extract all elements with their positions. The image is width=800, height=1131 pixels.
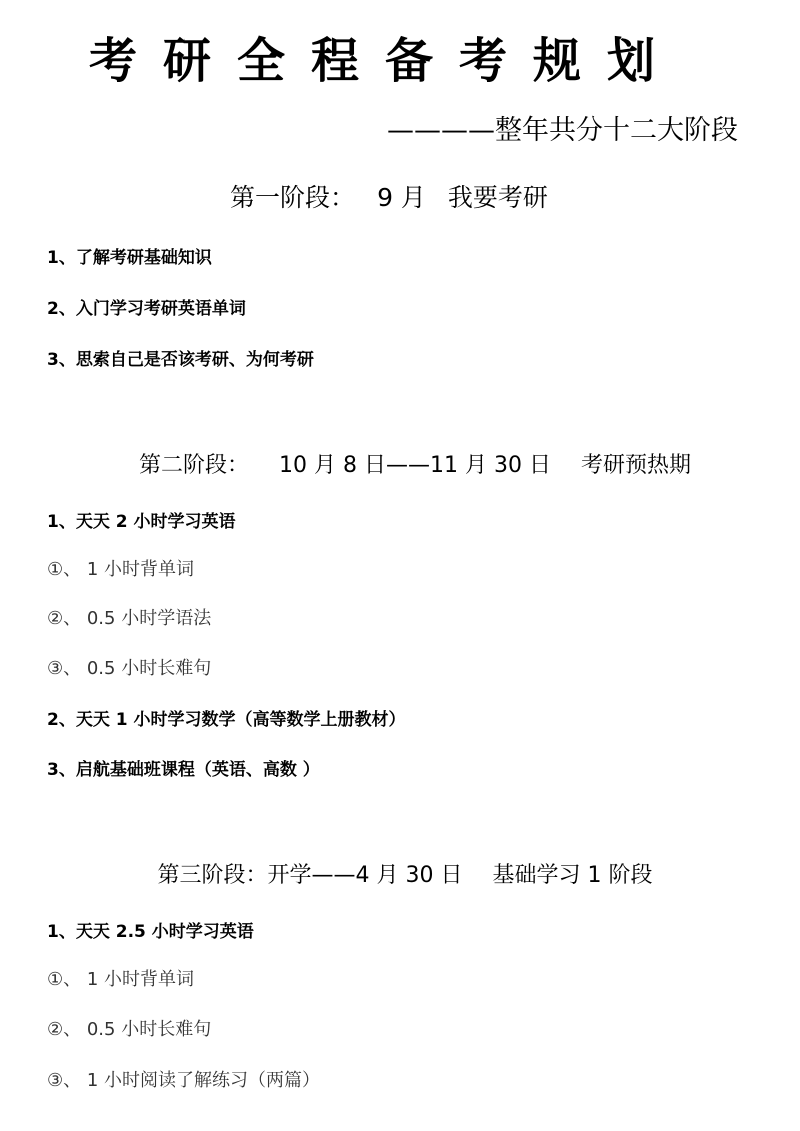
page-title: 考研全程备考规划 bbox=[88, 33, 681, 89]
stage-1-item: 3、思索自己是否该考研、为何考研 bbox=[47, 350, 314, 370]
stage-2-period: 10 月 8 日——11 月 30 日 bbox=[279, 453, 551, 478]
stage-3-subitem: ③、 1 小时阅读了解练习（两篇） bbox=[47, 1070, 321, 1091]
stage-2-item: 1、天天 2 小时学习英语 bbox=[47, 512, 236, 532]
stage-1-heading bbox=[0, 178, 800, 214]
stage-3-theme: 基础学习 1 阶段 bbox=[492, 863, 653, 888]
stage-2-subitem: ①、 1 小时背单词 bbox=[47, 559, 195, 580]
stage-1-period: 9 月 bbox=[377, 183, 426, 212]
stage-1-item: 2、入门学习考研英语单词 bbox=[47, 299, 246, 319]
stage-2-label: 第二阶段： bbox=[139, 453, 250, 478]
stage-3-subitem: ①、 1 小时背单词 bbox=[47, 969, 195, 990]
stage-3-item: 1、天天 2.5 小时学习英语 bbox=[47, 922, 254, 942]
stage-2-item: 2、天天 1 小时学习数学（高等数学上册教材） bbox=[47, 710, 406, 730]
stage-2-theme: 考研预热期 bbox=[580, 453, 691, 478]
stage-1-theme: 我要考研 bbox=[447, 183, 548, 212]
stage-3-subitem: ②、 0.5 小时长难句 bbox=[47, 1019, 212, 1040]
stage-2-item: 3、启航基础班课程（英语、高数 ） bbox=[47, 760, 320, 780]
stage-3-period: 开学——4 月 30 日 bbox=[267, 863, 463, 888]
stage-2-heading bbox=[0, 448, 800, 479]
stage-2-subitem: ②、 0.5 小时学语法 bbox=[47, 608, 212, 629]
stage-1-label: 第一阶段： bbox=[230, 183, 356, 212]
stage-3-label: 第三阶段： bbox=[157, 863, 268, 888]
stage-3-heading bbox=[0, 858, 800, 889]
stage-2-subitem: ③、 0.5 小时长难句 bbox=[47, 658, 212, 679]
stage-1-item: 1、了解考研基础知识 bbox=[47, 248, 212, 268]
page-subtitle: ————整年共分十二大阶段 bbox=[387, 115, 738, 146]
